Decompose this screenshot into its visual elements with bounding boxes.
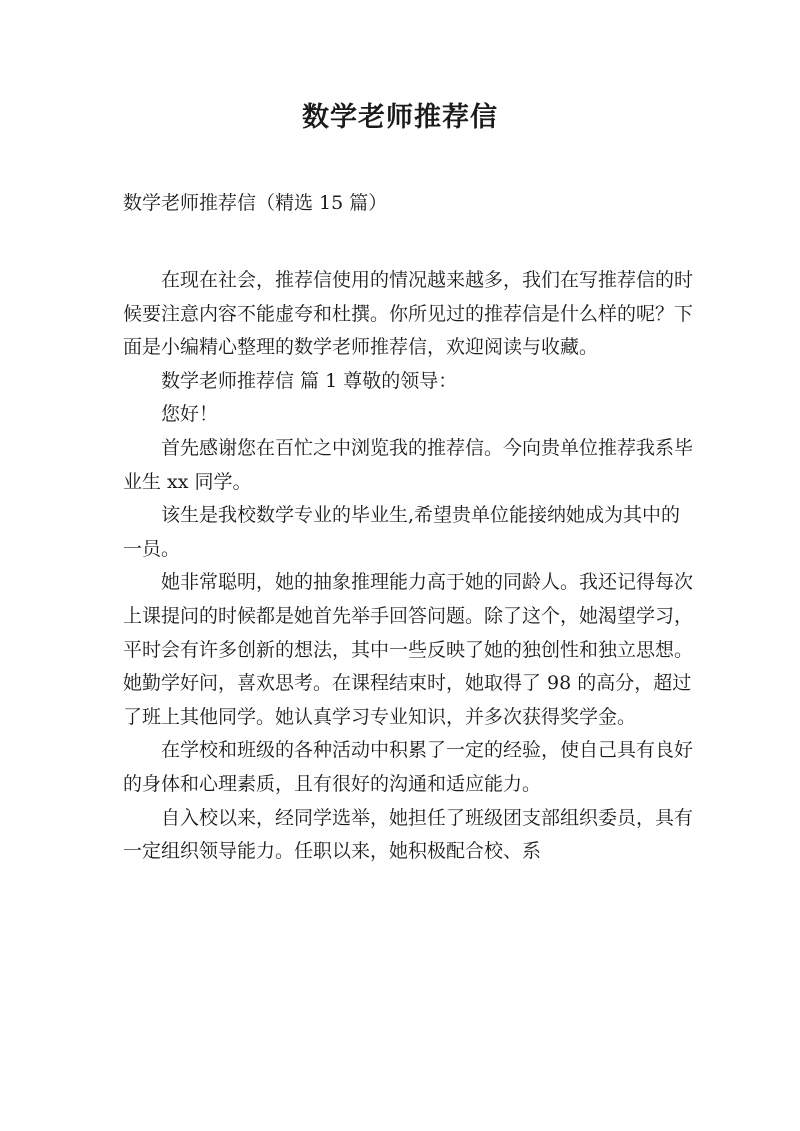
paragraph-thanks: 首先感谢您在百忙之中浏览我的推荐信。今向贵单位推荐我系毕业生 xx 同学。 [123,436,694,493]
document-title: 数学老师推荐信 [302,102,498,133]
paragraph-salutation-heading: 数学老师推荐信 篇 1 尊敬的领导： [161,369,458,392]
document-subtitle: 数学老师推荐信（精选 15 篇） [123,192,388,214]
document-body [123,264,693,869]
paragraph-activities: 在学校和班级的各种活动中积累了一定的经验，使自己具有良好的身体和心理素质，且有很好的沟通和适应能力。 [123,739,694,795]
paragraph-greeting: 您好！ [161,403,219,426]
paragraph-leadership: 自入校以来，经同学选举，她担任了班级团支部组织委员，具有一定组织领导能力。任职以来，她积极配合校、系 [123,806,694,863]
paragraph-student-intro: 该生是我校数学专业的毕业生,希望贵单位能接纳她成为其中的一员。 [123,504,681,560]
paragraph-abilities: 她非常聪明，她的抽象推理能力高于她的同龄人。我还记得每次上课提问的时候都是她首先举手回答问题。除了这个，她渴望学习，平时会有许多创新的想法，其中一些反映了她的独创性和独立思想。她勤学好问，喜欢思考。在课程结束时，她取得了 98 的高分，超过了班上其他同学。她认真学习专业知识，并多次获得奖学金。 [123,571,694,728]
paragraph-intro: 在现在社会，推荐信使用的情况越来越多，我们在写推荐信的时候要注意内容不能虚夸和杜撰。你所见过的推荐信是什么样的呢？下面是小编精心整理的数学老师推荐信，欢迎阅读与收藏。 [123,269,694,359]
